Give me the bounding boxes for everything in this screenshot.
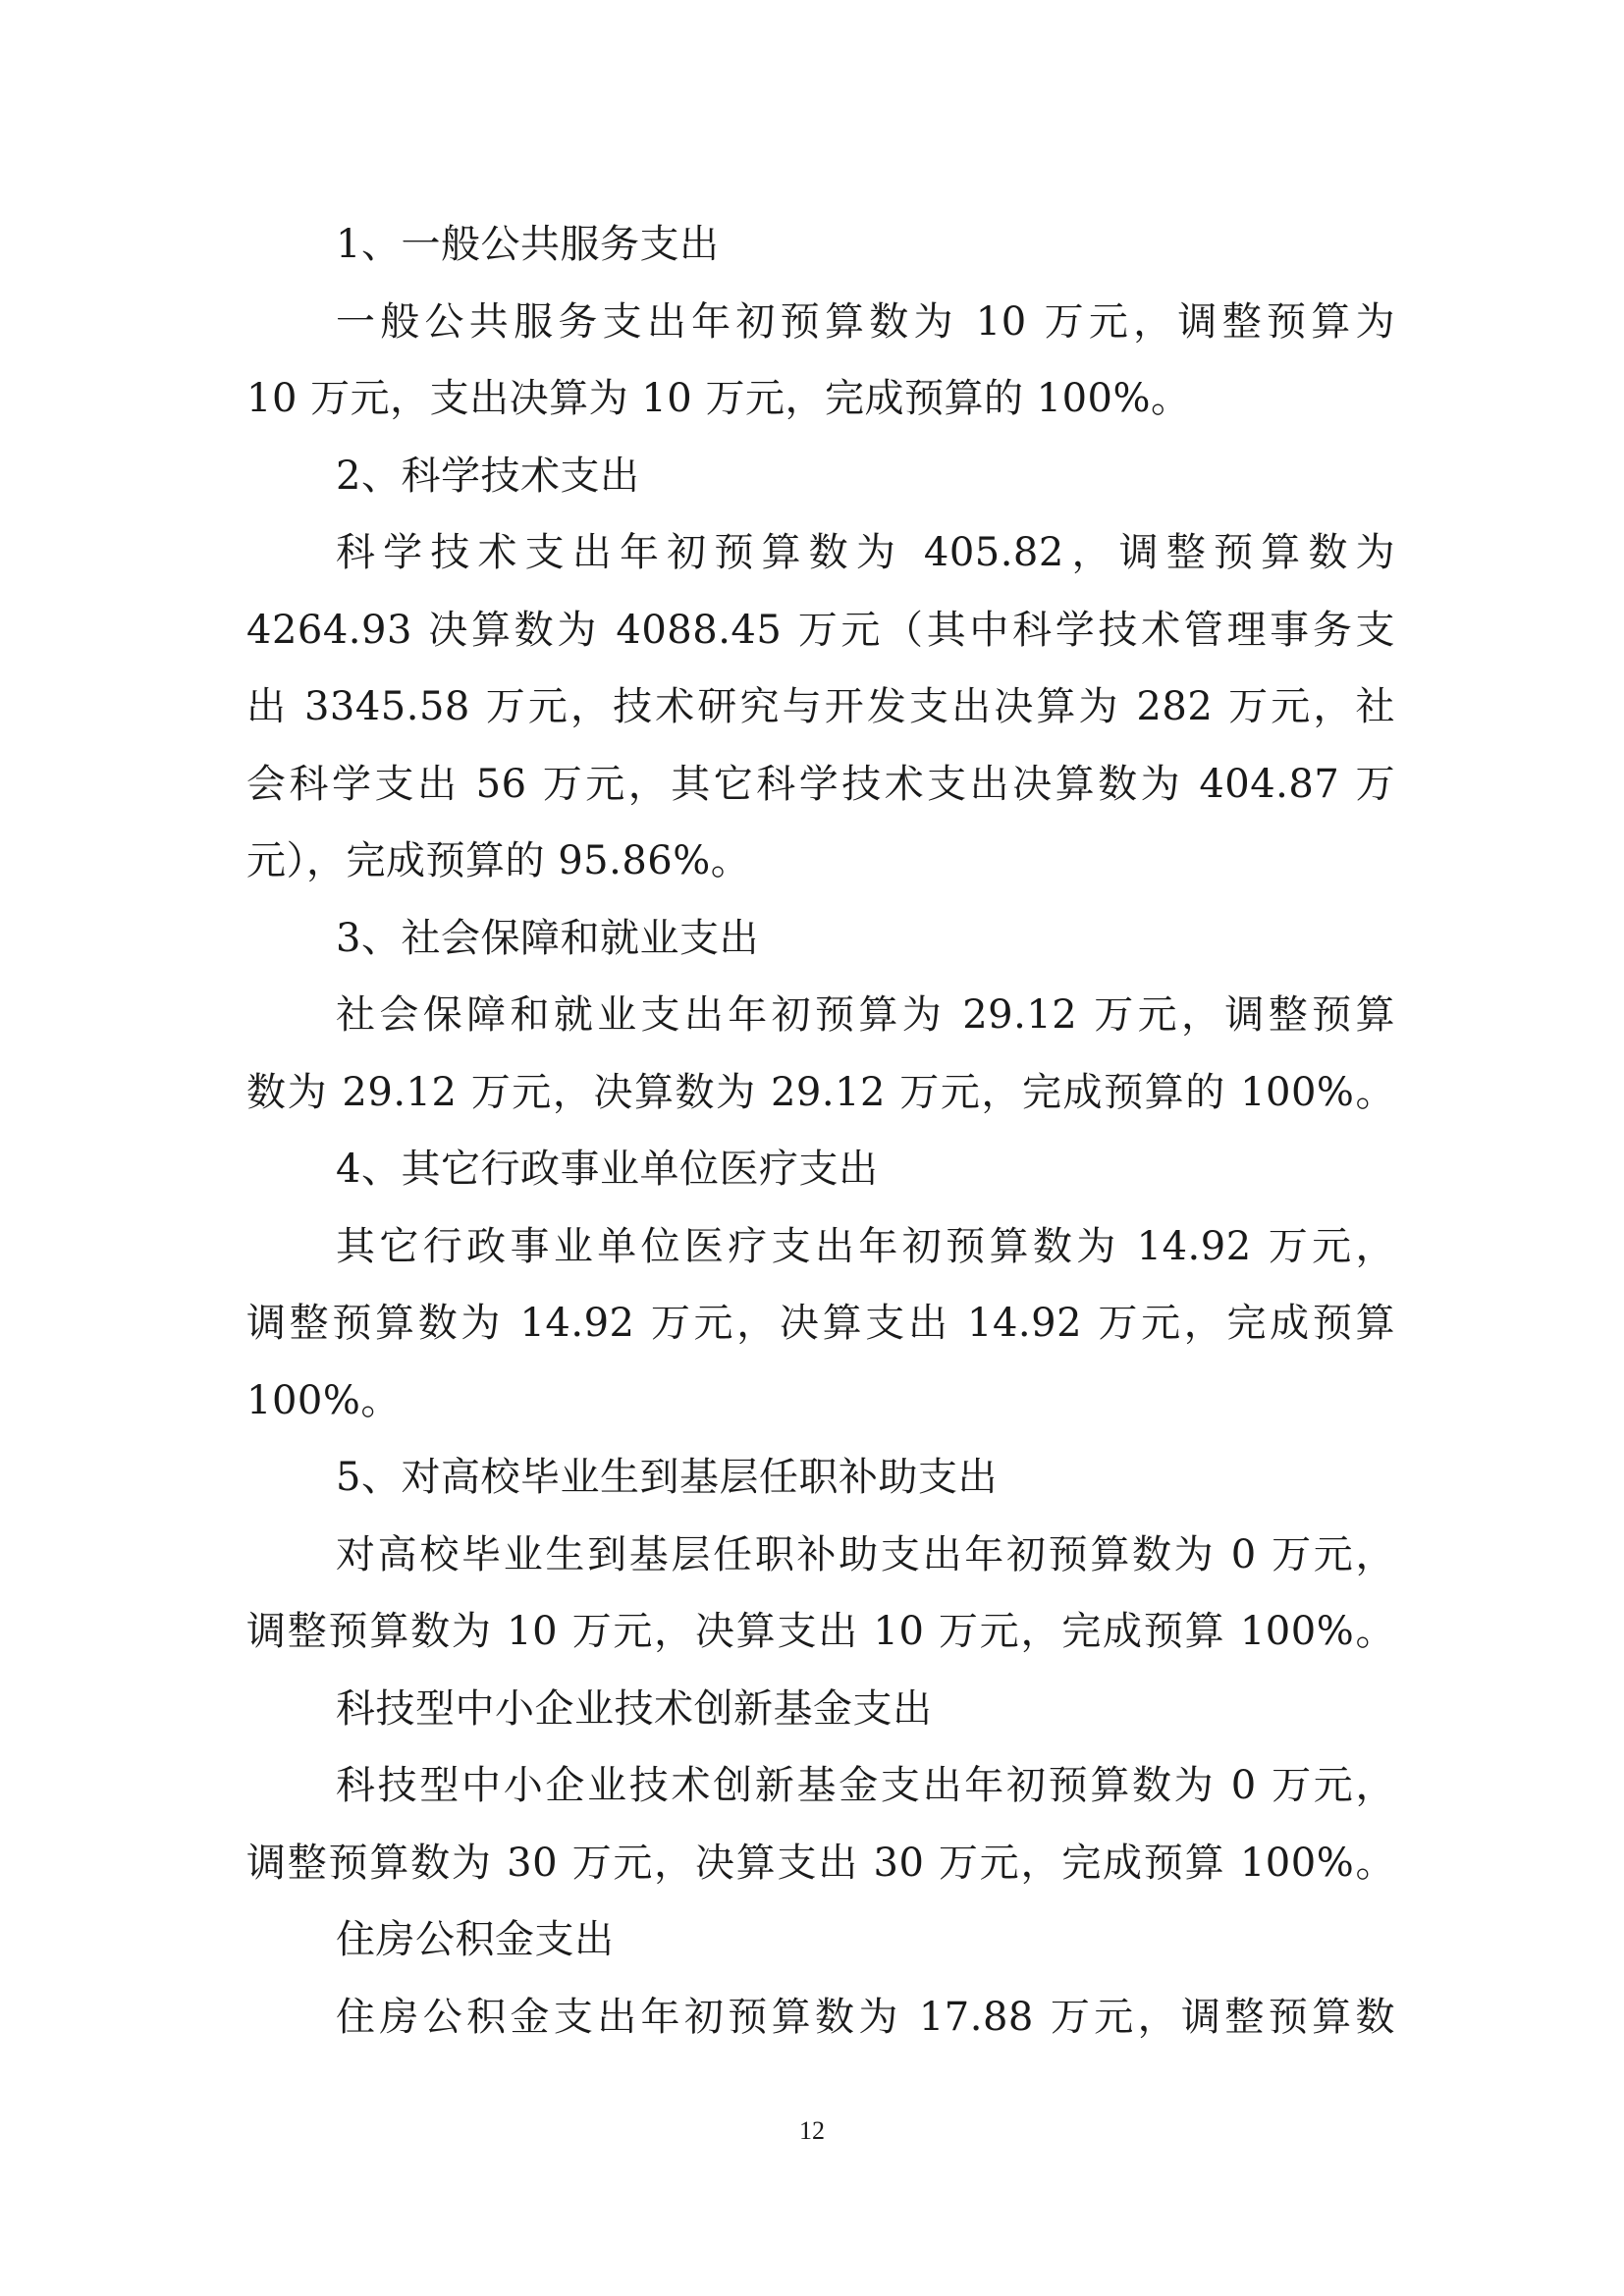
text-line: 科技型中小企业技术创新基金支出年初预算数为 0 万元， xyxy=(336,1763,1395,1808)
text-line: 10 万元，支出决算为 10 万元，完成预算的 100%。 xyxy=(246,376,1191,421)
text-line: 4、其它行政事业单位医疗支出 xyxy=(336,1147,879,1192)
text-line: 调整预算数为 30 万元，决算支出 30 万元，完成预算 100%。 xyxy=(246,1840,1395,1886)
page-number: 12 xyxy=(799,2116,825,2145)
text-line: 社会保障和就业支出年初预算为 29.12 万元，调整预算 xyxy=(336,992,1395,1038)
text-line: 其它行政事业单位医疗支出年初预算数为 14.92 万元， xyxy=(336,1223,1395,1269)
page-body xyxy=(246,206,1395,2056)
text-line: 100%。 xyxy=(246,1377,401,1423)
text-line: 出 3345.58 万元，技术研究与开发支出决算为 282 万元，社 xyxy=(246,684,1395,729)
text-line: 会科学支出 56 万元，其它科学技术支出决算数为 404.87 万 xyxy=(246,761,1395,807)
text-line: 一般公共服务支出年初预算数为 10 万元，调整预算为 xyxy=(336,298,1395,345)
text-line: 1、一般公共服务支出 xyxy=(336,222,720,267)
text-line: 数为 29.12 万元，决算数为 29.12 万元，完成预算的 100%。 xyxy=(246,1069,1395,1115)
text-line: 调整预算数为 10 万元，决算支出 10 万元，完成预算 100%。 xyxy=(246,1609,1395,1654)
text-line: 科学技术支出年初预算数为 405.82，调整预算数为 xyxy=(336,530,1395,575)
text-line: 元），完成预算的 95.86%。 xyxy=(246,838,751,883)
text-line: 调整预算数为 14.92 万元，决算支出 14.92 万元，完成预算 xyxy=(246,1301,1395,1346)
text-line: 2、科学技术支出 xyxy=(336,453,640,499)
text-line: 对高校毕业生到基层任职补助支出年初预算数为 0 万元， xyxy=(336,1531,1395,1577)
text-line: 住房公积金支出 xyxy=(336,1917,615,1962)
text-line: 科技型中小企业技术创新基金支出 xyxy=(336,1685,933,1732)
text-line: 5、对高校毕业生到基层任职补助支出 xyxy=(336,1455,998,1500)
text-line: 3、社会保障和就业支出 xyxy=(336,915,759,961)
text-line: 4264.93 决算数为 4088.45 万元（其中科学技术管理事务支 xyxy=(246,607,1395,653)
text-line: 住房公积金支出年初预算数为 17.88 万元，调整预算数 xyxy=(336,1994,1395,2040)
